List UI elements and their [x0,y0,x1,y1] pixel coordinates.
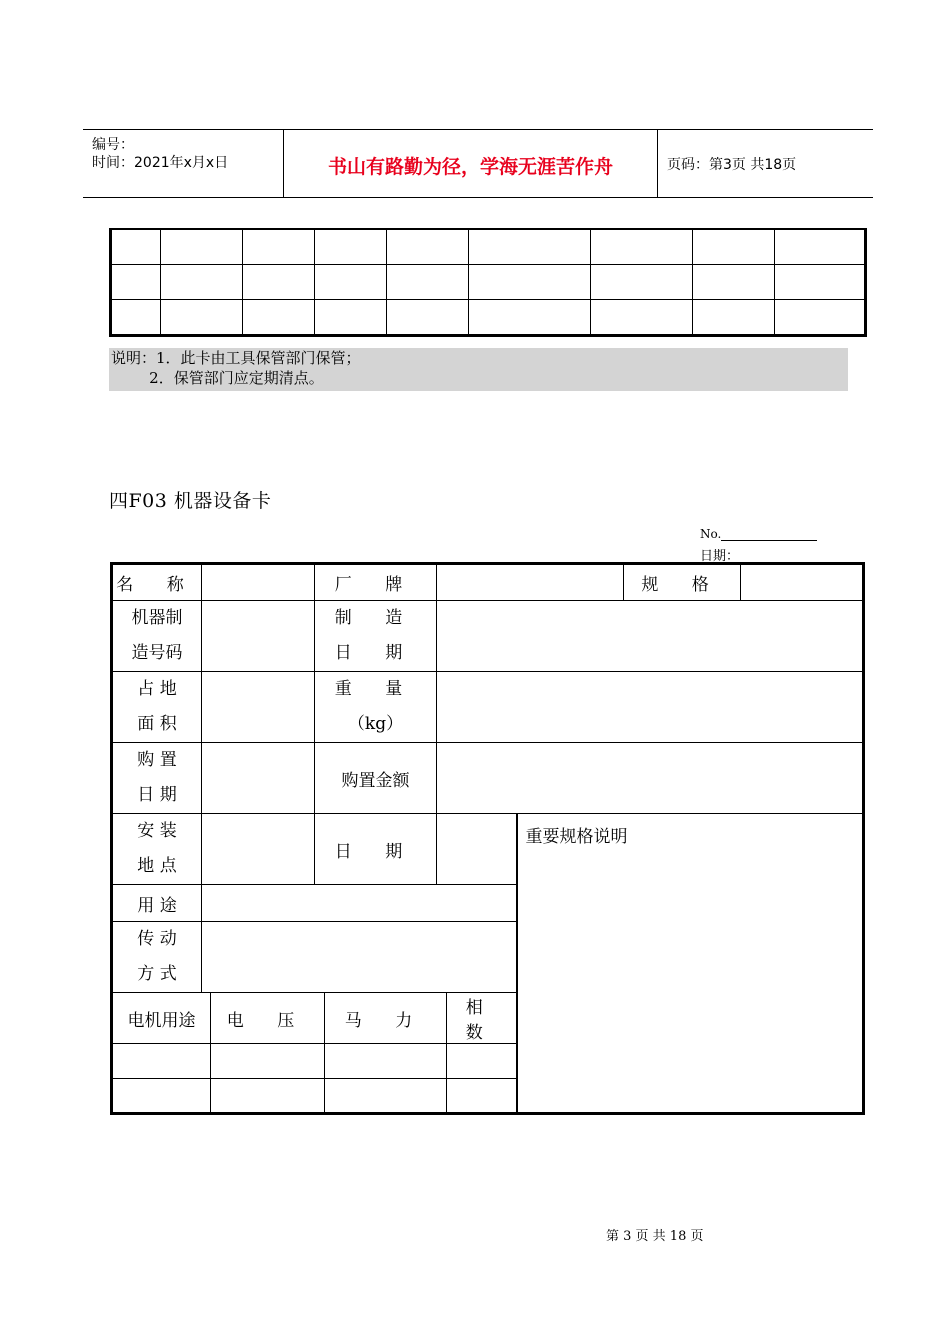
table-row [112,672,864,743]
purchase-label-2: 日 期 [137,785,177,805]
table-cell [111,229,161,265]
page-header [83,129,873,198]
install-location-label [112,814,202,885]
area-label-2: 面 积 [137,714,177,734]
table-cell [591,229,693,265]
table-cell [111,265,161,300]
table-row [111,300,866,336]
drive-label-1: 传 动 [137,929,177,949]
weight-label-1: 重 量 [334,679,417,699]
no-underline [721,528,817,541]
voltage-value [211,1079,325,1114]
table-cell [469,300,591,336]
no-field [700,527,817,541]
mfg-label-2: 日 期 [334,643,417,663]
horsepower-value [325,1079,447,1114]
amount-value [437,743,864,814]
header-info-cell [83,130,284,197]
table-cell [591,265,693,300]
install-label-2: 地 点 [137,856,177,876]
table-cell [693,265,775,300]
table-cell [591,300,693,336]
time-label: 时间：2021年x月x日 [92,155,229,171]
table-cell [387,265,469,300]
install-label-1: 安 装 [137,821,177,841]
voltage-value [211,1044,325,1079]
serial-label-1: 机器制 [131,608,183,628]
table-row [112,564,864,601]
serial-label [112,601,202,672]
horsepower-label: 马 力 [325,993,447,1044]
brand-label: 厂 牌 [315,564,437,601]
amount-label: 购置金额 [315,743,437,814]
name-value [202,564,315,601]
page-label: 页码：第3页 共18页 [667,157,797,173]
code-label: 编号： [92,137,134,153]
table-cell [469,229,591,265]
spec-note-label: 重要规格说明 [525,827,628,847]
install-date-label: 日 期 [315,814,437,885]
table-row [111,229,866,265]
no-label: No. [700,527,722,541]
serial-label-2: 造号码 [131,643,183,663]
table-row [111,265,866,300]
table-cell [243,300,315,336]
usage-label: 用 途 [112,885,202,922]
drive-method-value [202,922,517,993]
purchase-date-label [112,743,202,814]
date-label: 日期： [700,549,740,564]
header-page-cell [658,130,873,197]
table-cell [161,229,243,265]
install-date-value [437,814,517,885]
motto: 书山有路勤为径，学海无涯苦作舟 [327,156,613,178]
voltage-label: 电 压 [211,993,325,1044]
mfg-date-label [315,601,437,672]
spec-value [741,564,864,601]
table-cell [387,300,469,336]
area-value [202,672,315,743]
motor-use-value [112,1079,211,1114]
tool-card-table-continuation [109,228,867,337]
name-label: 名 称 [112,564,202,601]
table-row [112,601,864,672]
page-footer: 第 3 页 共 18 页 [606,1229,704,1244]
table-cell [775,300,866,336]
note-line-2: 2．保管部门应定期清点。 [111,369,324,387]
area-label [112,672,202,743]
note-box [109,348,848,391]
table-cell [469,265,591,300]
section-title: 四F03 机器设备卡 [109,490,272,512]
area-label-1: 占 地 [137,679,177,699]
table-cell [315,229,387,265]
table-row [112,743,864,814]
table-cell [111,300,161,336]
header-motto-cell [284,130,658,197]
spec-label: 规 格 [624,564,741,601]
brand-value [437,564,624,601]
horsepower-value [325,1044,447,1079]
phase-label: 相 数 [447,993,517,1044]
serial-value [202,601,315,672]
table-cell [243,265,315,300]
machine-card-table [110,562,865,1115]
drive-label-2: 方 式 [137,964,177,984]
weight-label-2: （kg） [347,714,404,734]
motor-use-label: 电机用途 [112,993,211,1044]
table-cell [243,229,315,265]
install-location-value [202,814,315,885]
phase-value [447,1079,517,1114]
weight-label [315,672,437,743]
table-cell [693,300,775,336]
table-cell [387,229,469,265]
note-line-1: 说明：1．此卡由工具保管部门保管； [111,349,361,367]
weight-value [437,672,864,743]
table-cell [775,229,866,265]
motor-use-value [112,1044,211,1079]
mfg-date-value [437,601,864,672]
drive-method-label [112,922,202,993]
table-cell [693,229,775,265]
phase-value [447,1044,517,1079]
table-cell [315,265,387,300]
table-row [112,814,864,885]
usage-value [202,885,517,922]
purchase-label-1: 购 置 [137,750,177,770]
spec-note-cell [517,814,864,1114]
table-cell [161,300,243,336]
purchase-date-value [202,743,315,814]
table-cell [775,265,866,300]
mfg-label-1: 制 造 [334,608,417,628]
table-cell [315,300,387,336]
table-cell [161,265,243,300]
